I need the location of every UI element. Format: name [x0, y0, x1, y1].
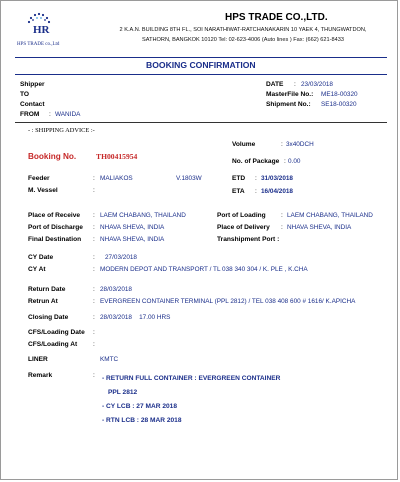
svg-text:HR: HR [33, 24, 50, 36]
title-divider [15, 74, 387, 75]
cfs-loading-at-label: CFS/Loading At [28, 341, 78, 348]
final-destination-value: NHAVA SHEVA, INDIA [100, 236, 165, 243]
place-of-receive-value: LAEM CHABANG, THAILAND [100, 212, 186, 219]
return-at-value: EVERGREEN CONTAINER TERMINAL (PPL 2812) / TEL 038 408 600 # 1616/ K.APICHA [100, 298, 356, 305]
feeder-value: MALIAKOS [100, 175, 133, 182]
booking-number-value: TH00415954 [96, 152, 138, 161]
port-of-loading-label: Port of Loading [217, 212, 266, 219]
remark-item: - CY LCB : 27 MAR 2018 [102, 403, 177, 410]
cfs-loading-date-label: CFS/Loading Date [28, 329, 85, 336]
from-label: FROM [20, 111, 40, 118]
etd-label: ETD [232, 175, 246, 182]
place-of-delivery-label: Place of Delivery [217, 224, 270, 231]
masterfile-value: ME18-00320 [321, 91, 358, 98]
cy-date-label: CY Date [28, 254, 54, 261]
port-of-discharge-label: Port of Discharge [28, 224, 83, 231]
contact-label: Contact [20, 101, 45, 108]
shipper-label: Shipper [20, 81, 45, 88]
date-label: DATE [266, 81, 284, 88]
header-divider [15, 57, 387, 58]
return-at-label: Retrun At [28, 298, 58, 305]
place-of-delivery-value: NHAVA SHEVA, INDIA [287, 224, 352, 231]
logo-text: HPS TRADE co.,Ltd [17, 42, 60, 47]
liner-value: KMTC [100, 356, 119, 363]
shipment-label: Shipment No.: [266, 101, 311, 108]
volume-label: Volume [232, 141, 256, 148]
feeder-label: Feeder [28, 175, 50, 182]
company-address-line1: 2 K.A.N. BUILDING 8TH FL., SOI NARATHIWAT-RATCHANAKARIN 10 YAEK 4, THUNGWATDON, [119, 27, 367, 33]
cy-at-label: CY At [28, 266, 46, 273]
company-logo [21, 11, 81, 45]
remark-label: Remark [28, 372, 53, 379]
document-title: BOOKING CONFIRMATION [146, 60, 256, 70]
remark-item: - RETURN FULL CONTAINER : EVERGREEN CONTAINER [102, 375, 281, 382]
eta-label: ETA [232, 188, 245, 195]
from-value: WANIDA [55, 111, 81, 118]
company-address-line2: SATHORN, BANGKOK 10120 Tel: 02-623-4006 (Auto lines ) Fax: (662) 621-8433 [142, 37, 344, 43]
to-label: TO [20, 91, 30, 98]
liner-label: LINER [28, 356, 48, 363]
shipment-value: SE18-00320 [321, 101, 357, 108]
remark-item: PPL 2812 [108, 389, 138, 396]
port-of-discharge-value: NHAVA SHEVA, INDIA [100, 224, 165, 231]
transhipment-port-label: Transhipment Port : [217, 236, 280, 243]
company-name: HPS TRADE CO.,LTD. [225, 12, 328, 23]
mvessel-label: M. Vessel [28, 187, 58, 194]
header-fields-divider [15, 122, 387, 123]
final-destination-label: Final Destination [28, 236, 82, 243]
packages-label: No. of Package [232, 158, 280, 165]
cy-at-value: MODERN DEPOT AND TRANSPORT / TL 038 340 304 / K. PLE , K.CHA [100, 266, 308, 273]
closing-date-value: 28/03/2018 17.00 HRS [100, 314, 171, 321]
return-date-value: 28/03/2018 [100, 286, 132, 293]
volume-value: 3x40DCH [286, 141, 314, 148]
return-date-label: Return Date [28, 286, 66, 293]
booking-number-label: Booking No. [28, 152, 77, 161]
booking-confirmation-document: HR HPS TRADE co.,Ltd HPS TRADE CO.,LTD. 2 K.A.N. BUILDING 8TH FL., SOI NARATHIWAT-RATCHANAKARIN 10 YAEK 4, THUNGWATDON, SATHORN, BANGKOK 10120 Tel: 02-623-4006 (Auto lines ) Fax: (662) 621-8433 BOOKING CONFIRMATION Shipper TO Contact FROM : WANIDA DATE : 23/03/2018 MasterFile No.: ME18-00320 Shipment No.: SE18-00320 - : SHIPPING ADVICE :- Volume : 3x40DCH Booking No. TH00415954 No. of Package : 0.00 Feeder : MALIAKOS V.1803W M. Vessel : ETD : 31/03/2018 ETA : 16/04/2018 Place of Receive : LAEM CHABANG, THAILAND Port of Discharge : NHAVA SHEVA, INDIA Final Destination : NHAVA SHEVA, INDIA Port of Loading : LAEM CHABANG, THAILAND Place of Delivery : NHAVA SHEVA, INDIA Transhipment Port : CY Date : 27/03/2018 CY At : MODERN DEPOT AND TRANSPORT / TL 038 340 304 / K. PLE , K.CHA Return Date : 28/03/2018 Retrun At : EVERGREEN CONTAINER TERMINAL (PPL 2812) / TEL 038 408 600 # 1616/ K.APICHA Closing Date : 28/03/2018 17.00 HRS CFS/Loading Date : CFS/Loading At : LINER KMTC Remark : - RETURN FULL CONTAINER : EVERGREEN CONTAINER PPL 2812 - CY LCB : 27 MAR 2018 - RTN LCB : 28 MAR 2018 [0, 0, 398, 480]
closing-date-label: Closing Date [28, 314, 69, 321]
cy-date-value: 27/03/2018 [105, 254, 137, 261]
eta-value: 16/04/2018 [261, 188, 293, 195]
date-value: 23/03/2018 [301, 81, 333, 88]
voyage-value: V.1803W [176, 175, 202, 182]
masterfile-label: MasterFile No.: [266, 91, 314, 98]
place-of-receive-label: Place of Receive [28, 212, 81, 219]
port-of-loading-value: LAEM CHABANG, THAILAND [287, 212, 373, 219]
packages-value: 0.00 [288, 158, 301, 165]
etd-value: 31/03/2018 [261, 175, 293, 182]
shipping-advice-heading: - : SHIPPING ADVICE :- [28, 127, 95, 134]
remark-item: - RTN LCB : 28 MAR 2018 [102, 417, 182, 424]
